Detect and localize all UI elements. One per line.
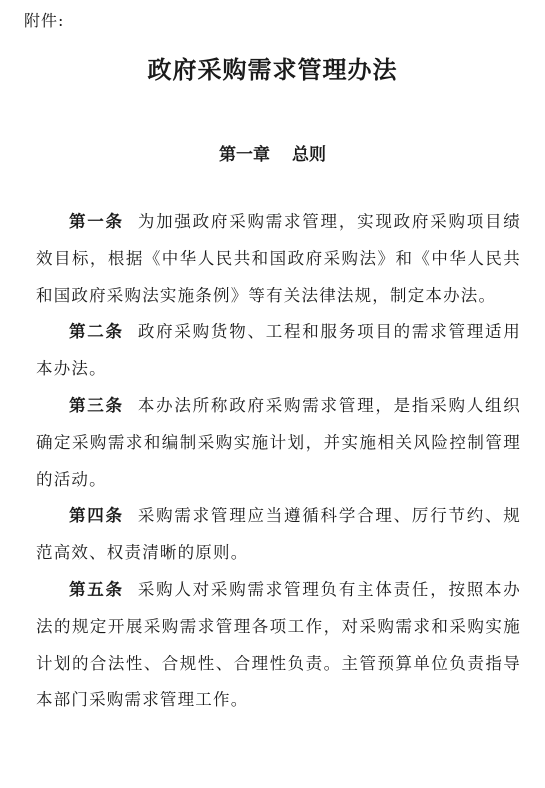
article-text: 为加强政府采购需求管理，实现政府采购项目绩效目标，根据《中华人民共和国政府采购法》和《中华人民共和国政府采购法实施条例》等有关法律法规，制定本办法。: [36, 212, 521, 305]
article-text: 本办法所称政府采购需求管理，是指采购人组织确定采购需求和编制采购实施计划，并实施相关风险控制管理的活动。: [36, 395, 521, 489]
article-4: [36, 498, 521, 572]
chapter-name: 总则: [292, 145, 326, 165]
document-title: 政府采购需求管理办法: [147, 55, 398, 84]
article-number: 第四条: [69, 506, 124, 526]
article-5: [36, 572, 521, 719]
chapter-number: 第一章: [219, 145, 270, 165]
article-number: 第三条: [69, 395, 124, 415]
chapter-heading: [0, 140, 545, 165]
article-number: 第二条: [69, 322, 124, 342]
article-text: 采购人对采购需求管理负有主体责任，按照本办法的规定开展采购需求管理各项工作，对采购需求和采购实施计划的合法性、合规性、合理性负责。主管预算单位负责指导本部门采购需求管理工作。: [36, 579, 521, 710]
article-number: 第一条: [69, 212, 124, 231]
article-1: [36, 204, 521, 314]
articles-body: [36, 204, 521, 719]
article-number: 第五条: [69, 579, 124, 599]
article-text: 采购需求管理应当遵循科学合理、厉行节约、规范高效、权责清晰的原则。: [36, 506, 521, 563]
attachment-label: 附件:: [24, 11, 65, 30]
article-3: [36, 388, 521, 498]
article-text: 政府采购货物、工程和服务项目的需求管理适用本办法。: [36, 322, 521, 379]
article-2: [36, 314, 521, 388]
